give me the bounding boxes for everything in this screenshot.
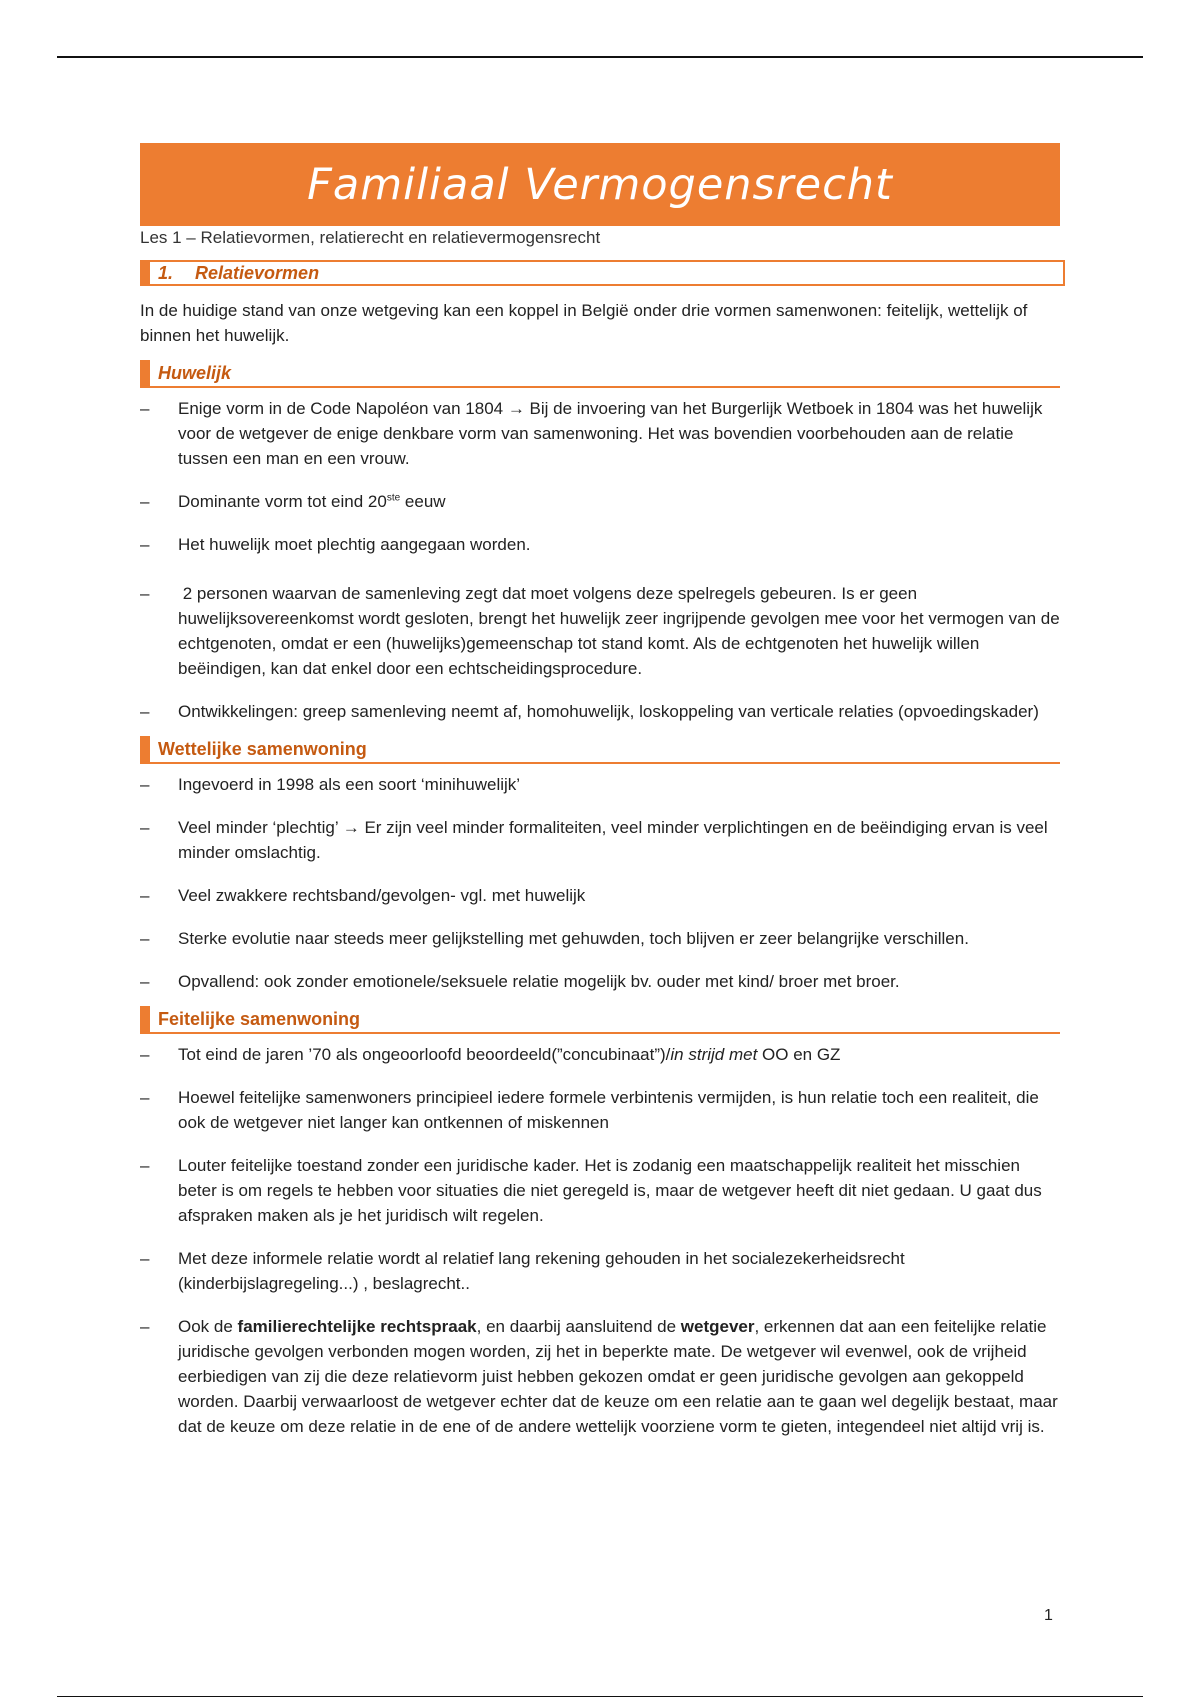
list-item-text: OO en GZ	[757, 1045, 841, 1064]
list-item-text: Louter feitelijke toestand zonder een juridische kader. Het is zodanig een maatschappelijk realiteit het misschien beter is om regels te hebben voor situaties die niet geregeld is, maar de wetgever heeft dit niet gedaan. U gaat dus afspraken maken als je het juridisch wilt regelen.	[178, 1156, 1042, 1225]
list-item	[140, 1246, 1060, 1296]
superscript: ste	[386, 492, 401, 504]
list-item	[140, 489, 1060, 514]
list-item-text: Het huwelijk moet plechtig aangegaan worden.	[178, 535, 531, 554]
list-item	[140, 815, 1060, 865]
list-item-text: Ook de	[178, 1317, 238, 1336]
section-heading-relatievormen	[140, 260, 1065, 286]
page-number: 1	[1044, 1607, 1053, 1624]
subheading-feitelijke-samenwoning: Feitelijke samenwoning	[140, 1006, 1060, 1034]
list-feitelijke-samenwoning	[140, 1042, 1060, 1439]
title-banner	[140, 143, 1060, 226]
list-item	[140, 532, 1060, 557]
list-dash: –	[140, 492, 150, 511]
list-dash: –	[140, 535, 150, 554]
section-title: Relatievormen	[195, 262, 320, 283]
list-item-bold: wetgever	[680, 1317, 755, 1336]
list-item	[140, 1085, 1060, 1135]
list-item-text: 2 personen waarvan de samenleving zegt dat moet volgens deze spelregels gebeuren. Is er geen huwelijksovereenkomst wordt gesloten, brengt het huwelijk zeer ingrijpende gevolgen mee voor het vermogen van de echtgenoten, omdat er een (huwelijks)gemeenschap tot stand komt. Als de echtgenoten het huwelijk willen beëindigen, kan dat enkel door een echtscheidingsprocedure.	[178, 584, 1065, 678]
list-item-text: Hoewel feitelijke samenwoners principieel iedere formele verbintenis vermijden, is hun relatie toch een realiteit, die ook de wetgever niet langer kan ontkennen of miskennen	[178, 1088, 1039, 1132]
list-item	[140, 926, 1060, 951]
list-item-text: Met deze informele relatie wordt al relatief lang rekening gehouden in het socialezekerheidsrecht (kinderbijslagregeling...) , beslagrecht..	[178, 1249, 905, 1293]
subheading-wettelijke-samenwoning: Wettelijke samenwoning	[140, 736, 1060, 764]
lesson-subtitle: Les 1 – Relatievormen, relatierecht en relatievermogensrecht	[140, 228, 601, 247]
list-item	[140, 396, 1060, 471]
list-item-text: Ingevoerd in 1998 als een soort ‘minihuwelijk’	[178, 775, 521, 794]
list-dash: –	[140, 584, 150, 603]
list-item-text: Veel zwakkere rechtsband/gevolgen- vgl. met huwelijk	[178, 886, 586, 905]
list-dash: –	[140, 1317, 150, 1336]
list-item-text: Enige vorm in de Code Napoléon van 1804 → Bij de invoering van het Burgerlijk Wetboek in 1804 was het huwelijk voor de wetgever de enige denkbare vorm van samenwoning. Het was bovendien voorbehouden aan de relatie tussen een man en een vrouw.	[178, 399, 1043, 468]
list-item	[140, 699, 1060, 724]
list-item-text: eeuw	[400, 492, 446, 511]
list-item	[140, 772, 1060, 797]
document-title: Familiaal Vermogensrecht	[307, 159, 893, 210]
list-item	[140, 1153, 1060, 1228]
list-item-text: Tot eind de jaren ’70 als ongeoorloofd beoordeeld(”concubinaat”)/	[178, 1045, 671, 1064]
page-content	[140, 143, 1070, 1439]
footer-rule	[57, 1696, 1143, 1697]
list-item-text: , en daarbij aansluitend de	[476, 1317, 681, 1336]
list-item-text: Dominante vorm tot eind 20	[178, 492, 387, 511]
list-item-emphasis: in strijd met	[670, 1045, 758, 1064]
list-dash: –	[140, 702, 150, 721]
section-number: 1.	[158, 262, 174, 283]
list-dash: –	[140, 886, 150, 905]
list-item	[140, 969, 1060, 994]
list-dash: –	[140, 929, 150, 948]
list-item	[140, 1042, 1060, 1067]
list-item-text: Veel minder ‘plechtig’ → Er zijn veel minder formaliteiten, veel minder verplichtingen en de beëindiging ervan is veel minder omslachtig.	[178, 818, 1048, 862]
list-dash: –	[140, 399, 150, 418]
header-rule	[57, 56, 1143, 58]
subheading-huwelijk: Huwelijk	[140, 360, 1060, 388]
list-huwelijk	[140, 396, 1065, 724]
list-dash: –	[140, 1156, 150, 1175]
list-item	[140, 581, 1065, 681]
list-item-text: Ontwikkelingen: greep samenleving neemt af, homohuwelijk, loskoppeling van verticale relaties (opvoedingskader)	[178, 702, 1039, 721]
list-dash: –	[140, 1045, 150, 1064]
list-item-bold: familierechtelijke rechtspraak	[237, 1317, 477, 1336]
list-dash: –	[140, 1088, 150, 1107]
list-item-text: , erkennen dat aan een feitelijke relatie juridische gevolgen verbonden mogen worden, zij het in beperkte mate. De wetgever wil evenwel, ook de vrijheid eerbiedigen van zij die deze relatievorm juist hebben gekozen omdat er geen juridische gevolgen aan gekoppeld worden. Daarbij verwaarloost de wetgever echter dat de keuze om een relatie aan te gaan wel degelijk bestaat, maar dat de keuze om deze relatie in de ene of de andere wettelijk voorziene vorm te gieten, integendeel niet altijd vrij is.	[178, 1317, 1058, 1436]
list-wettelijke-samenwoning	[140, 772, 1060, 994]
list-item-text: Opvallend: ook zonder emotionele/seksuele relatie mogelijk bv. ouder met kind/ broer met broer.	[178, 972, 900, 991]
list-dash: –	[140, 972, 150, 991]
list-dash: –	[140, 775, 150, 794]
list-dash: –	[140, 1249, 150, 1268]
list-item	[140, 1314, 1060, 1439]
list-item	[140, 883, 1060, 908]
section-intro: In de huidige stand van onze wetgeving kan een koppel in België onder drie vormen samenwonen: feitelijk, wettelijk of binnen het huwelijk.	[140, 301, 1028, 345]
list-dash: –	[140, 818, 150, 837]
list-item-text: Sterke evolutie naar steeds meer gelijkstelling met gehuwden, toch blijven er zeer belangrijke verschillen.	[178, 929, 969, 948]
